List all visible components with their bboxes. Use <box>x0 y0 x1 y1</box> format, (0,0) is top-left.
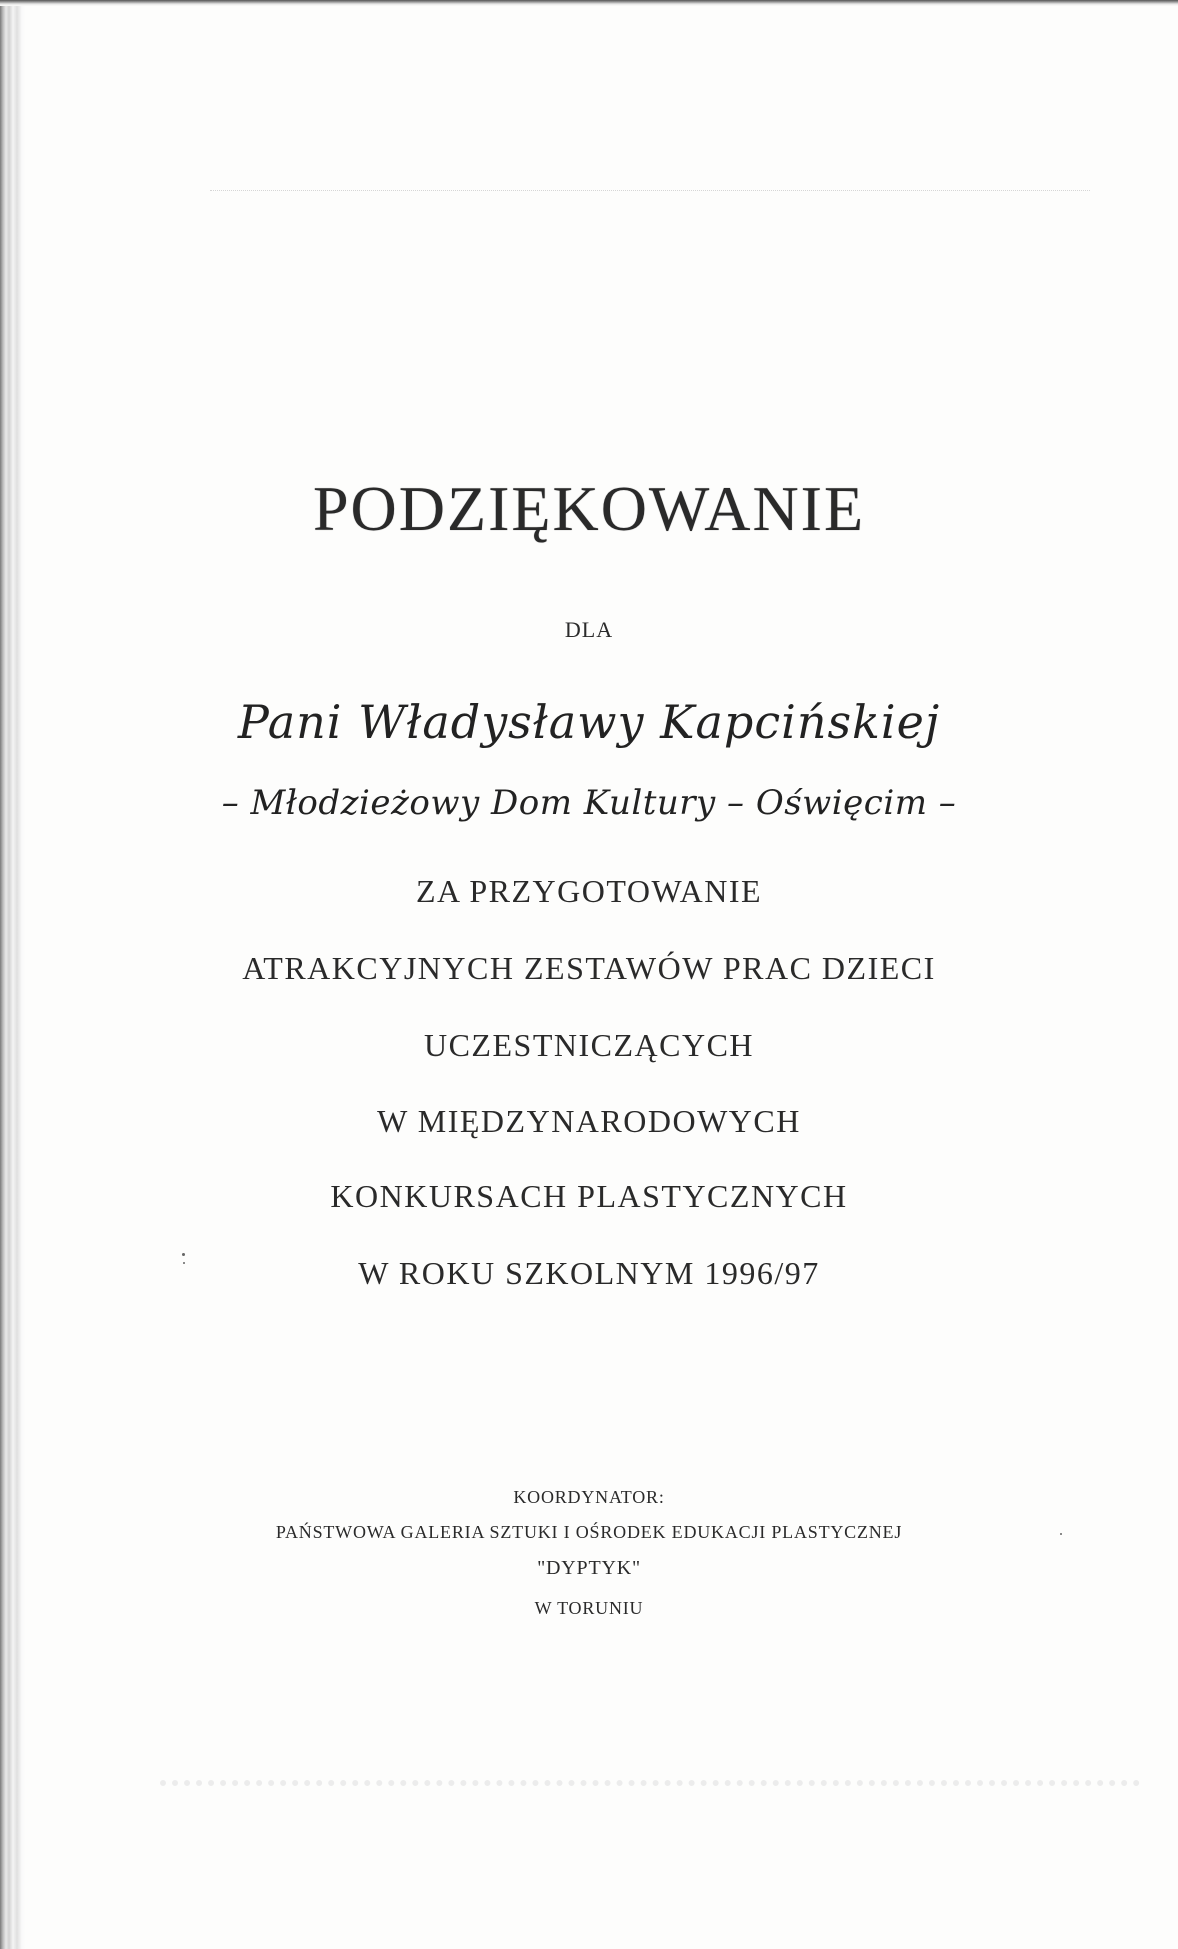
body-line-2: ATRAKCYJNYCH ZESTAWÓW PRAC DZIECI <box>242 950 936 986</box>
bottom-dotted-rule <box>160 1780 1140 1786</box>
scan-speck <box>182 1253 185 1256</box>
dla-label: DLA <box>564 617 614 642</box>
body-line-4: W MIĘDZYNARODOWYCH <box>377 1103 801 1139</box>
certificate-title: PODZIĘKOWANIE <box>312 473 866 544</box>
coordinator-name: "DYPTYK" <box>537 1557 641 1579</box>
recipient-handwritten: Pani Władysławy Kapcińskiej <box>237 695 941 749</box>
body-line-1: ZA PRZYGOTOWANIE <box>415 873 763 909</box>
body-line-5: KONKURSACH PLASTYCZNYCH <box>330 1178 848 1214</box>
scan-speck <box>1060 1533 1062 1535</box>
body-line-3: UCZESTNICZĄCYCH <box>423 1027 755 1063</box>
coordinator-organization: PAŃSTWOWA GALERIA SZTUKI I OŚRODEK EDUKACJI PLASTYCZNEJ <box>275 1522 903 1542</box>
scanned-top-edge <box>0 0 1178 6</box>
coordinator-label: KOORDYNATOR: <box>513 1487 665 1507</box>
coordinator-location: W TORUNIU <box>534 1598 644 1618</box>
body-line-6: W ROKU SZKOLNYM 1996/97 <box>358 1255 820 1291</box>
institution-handwritten: – Młodzieżowy Dom Kultury – Oświęcim – <box>221 783 957 823</box>
scan-speck <box>183 1262 185 1264</box>
top-dotted-rule <box>210 190 1090 191</box>
